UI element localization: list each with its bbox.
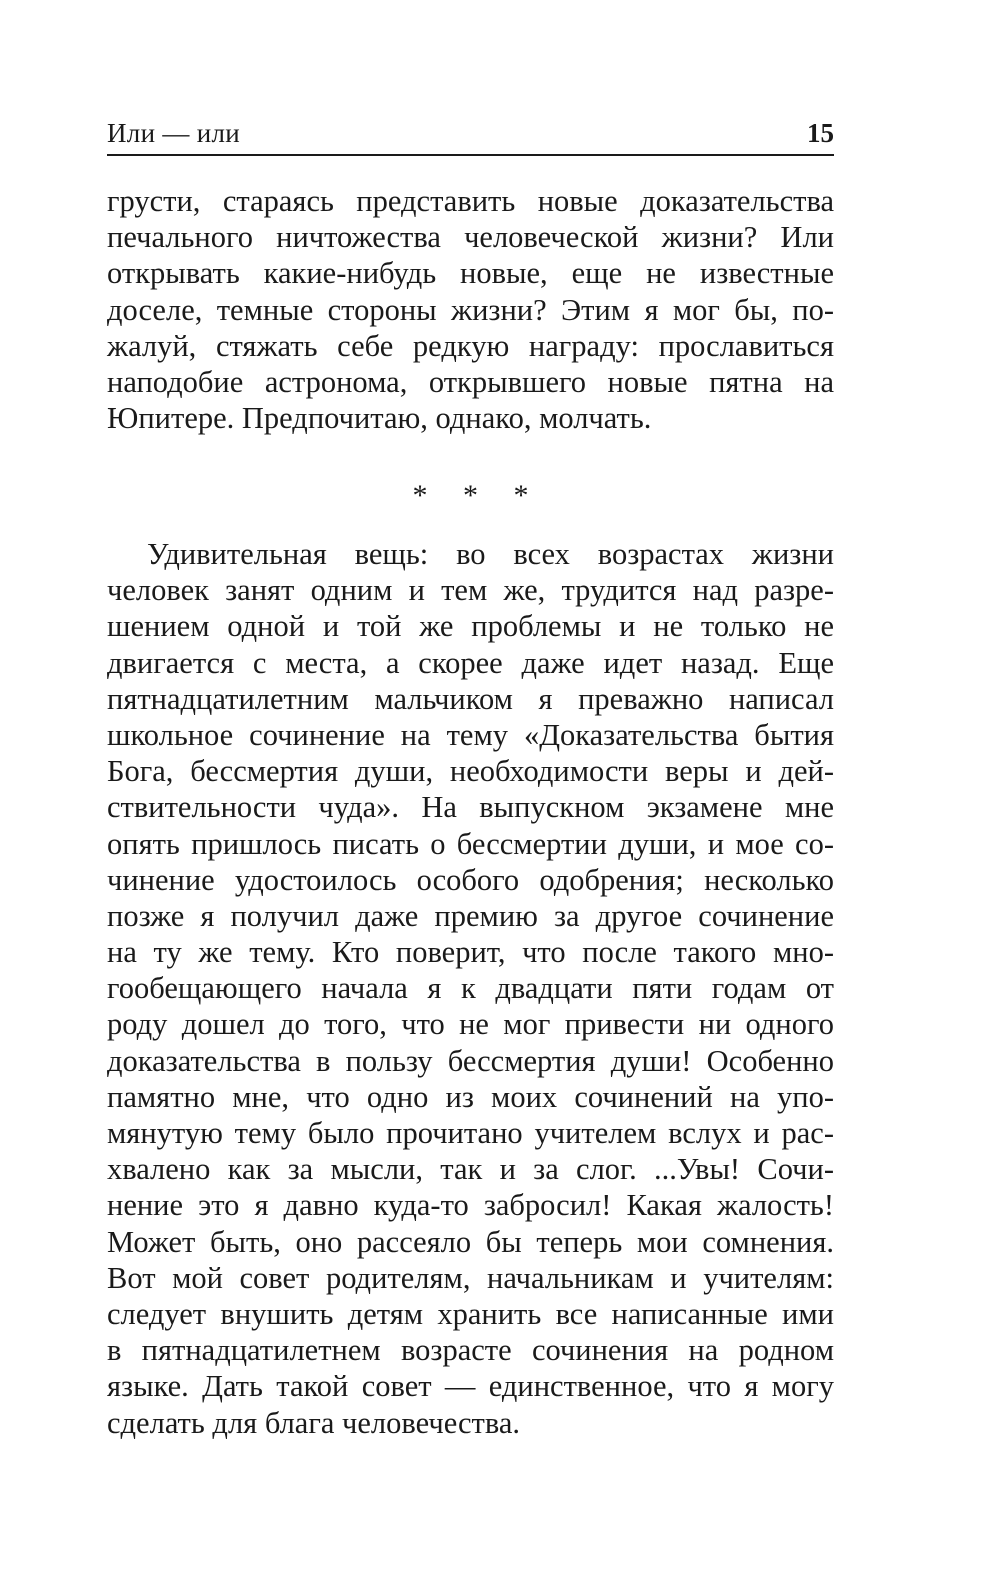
text-line: сделать для блага человечества. [107,1405,521,1440]
text-line: грусти, стараясь представить новые доказательства [107,184,834,218]
running-head [107,116,834,156]
text-line: ствительности чуда». На выпускном экзамене мне [107,790,834,825]
text-line: двигается с места, а скорее даже идет назад. Еще [107,645,834,680]
page-number: 15 [807,118,834,148]
text-line: доказательства в пользу бессмертия души! Особенно [107,1043,834,1078]
text-line: наподобие астронома, открывшего новые пятна на [107,364,834,399]
text-line: хвалено как за мысли, так и за слог. ...Увы! Сочи- [107,1152,834,1187]
text-line: жалуй, стяжать себе редкую награду: прославиться [107,328,834,363]
text-line: опять пришлось писать о бессмертии души, и мое со- [107,826,834,861]
text-line: доселе, темные стороны жизни? Этим я мог бы, по- [107,292,834,327]
paragraph-2 [107,536,834,1441]
section-separator: * * * [412,479,543,512]
text-line: мянутую тему было прочитано учителем вслух и рас- [107,1116,834,1150]
text-line: позже я получил даже премию за другое сочинение [107,898,834,933]
text-line: на ту же тему. Кто поверит, что после такого мно- [107,935,834,970]
text-line: чинение удостоилось особого одобрения; несколько [107,862,834,897]
text-line: человек занят одним и тем же, трудится над разре- [107,573,834,608]
book-page [107,0,834,1583]
paragraph-1 [107,183,834,436]
text-line: печального ничтожества человеческой жизни? Или [107,220,834,255]
text-line: языке. Дать такой совет — единственное, что я могу [107,1369,834,1404]
running-title: Или — или [107,118,240,148]
text-line: Может быть, оно рассеяло бы теперь мои сомнения. [107,1224,834,1259]
text-line: в пятнадцатилетнем возрасте сочинения на родном [107,1333,834,1368]
text-line: следует внушить детям хранить все написанные ими [107,1296,834,1331]
text-line: гообещающего начала я к двадцати пяти годам от [107,971,834,1006]
text-line: Бога, бессмертия души, необходимости веры и дей- [107,754,834,789]
text-line: пятнадцатилетним мальчиком я преважно написал [107,681,834,716]
text-line: Удивительная вещь: во всех возрастах жизни [147,537,834,571]
text-line: Юпитере. Предпочитаю, однако, молчать. [107,401,652,436]
text-line: шением одной и той же проблемы и не только не [107,609,834,644]
text-line: открывать какие-нибудь новые, еще не известные [107,256,834,291]
text-line: Вот мой совет родителям, начальникам и учителям: [107,1260,834,1295]
text-line: нение это я давно куда-то забросил! Какая жалость! [107,1188,834,1223]
text-line: школьное сочинение на тему «Доказательства бытия [107,717,834,752]
text-line: памятно мне, что одно из моих сочинений на упо- [107,1079,834,1114]
text-line: роду дошел до того, что не мог привести ни одного [107,1007,834,1042]
